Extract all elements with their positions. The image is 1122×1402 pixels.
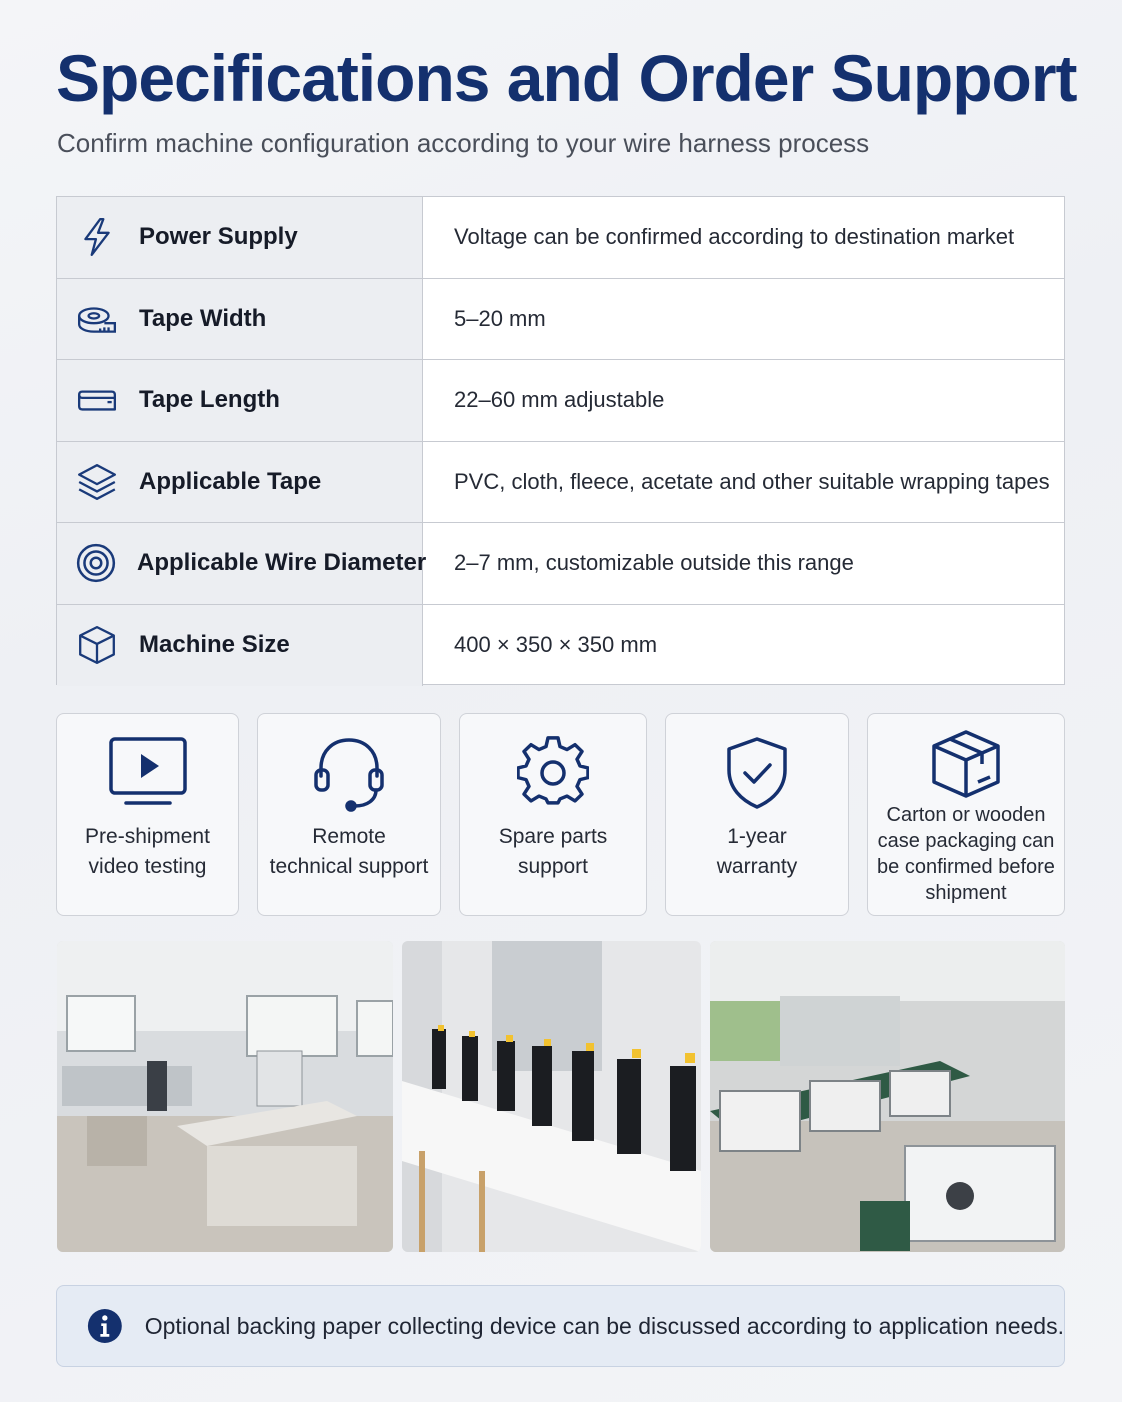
spec-label-cell <box>57 442 423 523</box>
spec-value: 5–20 mm <box>454 305 546 331</box>
shield-check-icon <box>725 736 789 810</box>
service-card-text: Spare parts support <box>498 825 608 878</box>
package-box-icon <box>930 728 1002 800</box>
spec-row-tape-length <box>57 360 1064 442</box>
spec-label-cell <box>57 279 423 360</box>
service-card-video-testing <box>56 713 239 916</box>
spec-label: Tape Width <box>139 304 267 332</box>
spec-label-cell <box>57 197 423 278</box>
service-card-text: Remote technical support <box>269 825 429 878</box>
spec-row-applicable-tape <box>57 442 1064 524</box>
spec-value: 22–60 mm adjustable <box>454 387 665 413</box>
gear-icon <box>517 736 589 808</box>
video-play-icon <box>108 736 188 808</box>
spec-label: Applicable Tape <box>139 467 322 495</box>
spec-value: 2–7 mm, customizable outside this range <box>454 550 854 576</box>
page-title: Specifications and Order Support <box>56 41 1077 115</box>
spec-row-power-supply <box>57 197 1064 279</box>
headset-icon <box>313 736 385 812</box>
spec-label-cell <box>57 360 423 441</box>
spec-value: 400 × 350 × 350 mm <box>454 632 658 658</box>
spec-row-wire-diameter <box>57 523 1064 605</box>
page-subtitle: Confirm machine configuration according to your wire harness process <box>57 128 870 158</box>
spec-label-cell <box>57 523 427 604</box>
lightning-icon <box>75 215 119 259</box>
service-card-text: 1-year warranty <box>716 825 798 878</box>
info-icon <box>87 1306 123 1346</box>
service-card-text: Carton or wooden case packaging can be confirmed before shipment <box>877 804 1055 904</box>
service-card-spare-parts <box>459 713 647 916</box>
service-card-text: Pre-shipment video testing <box>85 825 210 878</box>
spec-label-cell <box>57 605 423 687</box>
spec-value: PVC, cloth, fleece, acetate and other suitable wrapping tapes <box>454 468 1050 494</box>
service-card-warranty <box>665 713 849 916</box>
service-card-packaging <box>867 713 1065 916</box>
machine-row-photo <box>402 941 701 1252</box>
tape-length-icon <box>75 378 119 422</box>
service-card-remote-support <box>257 713 441 916</box>
spec-row-machine-size <box>57 605 1064 687</box>
info-note <box>56 1285 1065 1367</box>
spec-label: Applicable Wire Diameter <box>137 549 427 577</box>
cube-icon <box>75 623 119 667</box>
spec-label: Machine Size <box>139 631 290 659</box>
info-note-text: Optional backing paper collecting device can be discussed according to application needs. <box>144 1312 1064 1339</box>
factory-workshop-photo <box>57 941 393 1252</box>
spec-table <box>56 196 1065 685</box>
layers-icon <box>75 460 119 504</box>
spec-value: Voltage can be confirmed according to destination market <box>454 224 1015 250</box>
production-floor-photo <box>710 941 1065 1252</box>
spec-row-tape-width <box>57 279 1064 361</box>
tape-measure-icon <box>75 297 119 341</box>
concentric-circles-icon <box>75 541 117 585</box>
spec-label: Tape Length <box>139 386 280 414</box>
spec-label: Power Supply <box>139 223 298 251</box>
